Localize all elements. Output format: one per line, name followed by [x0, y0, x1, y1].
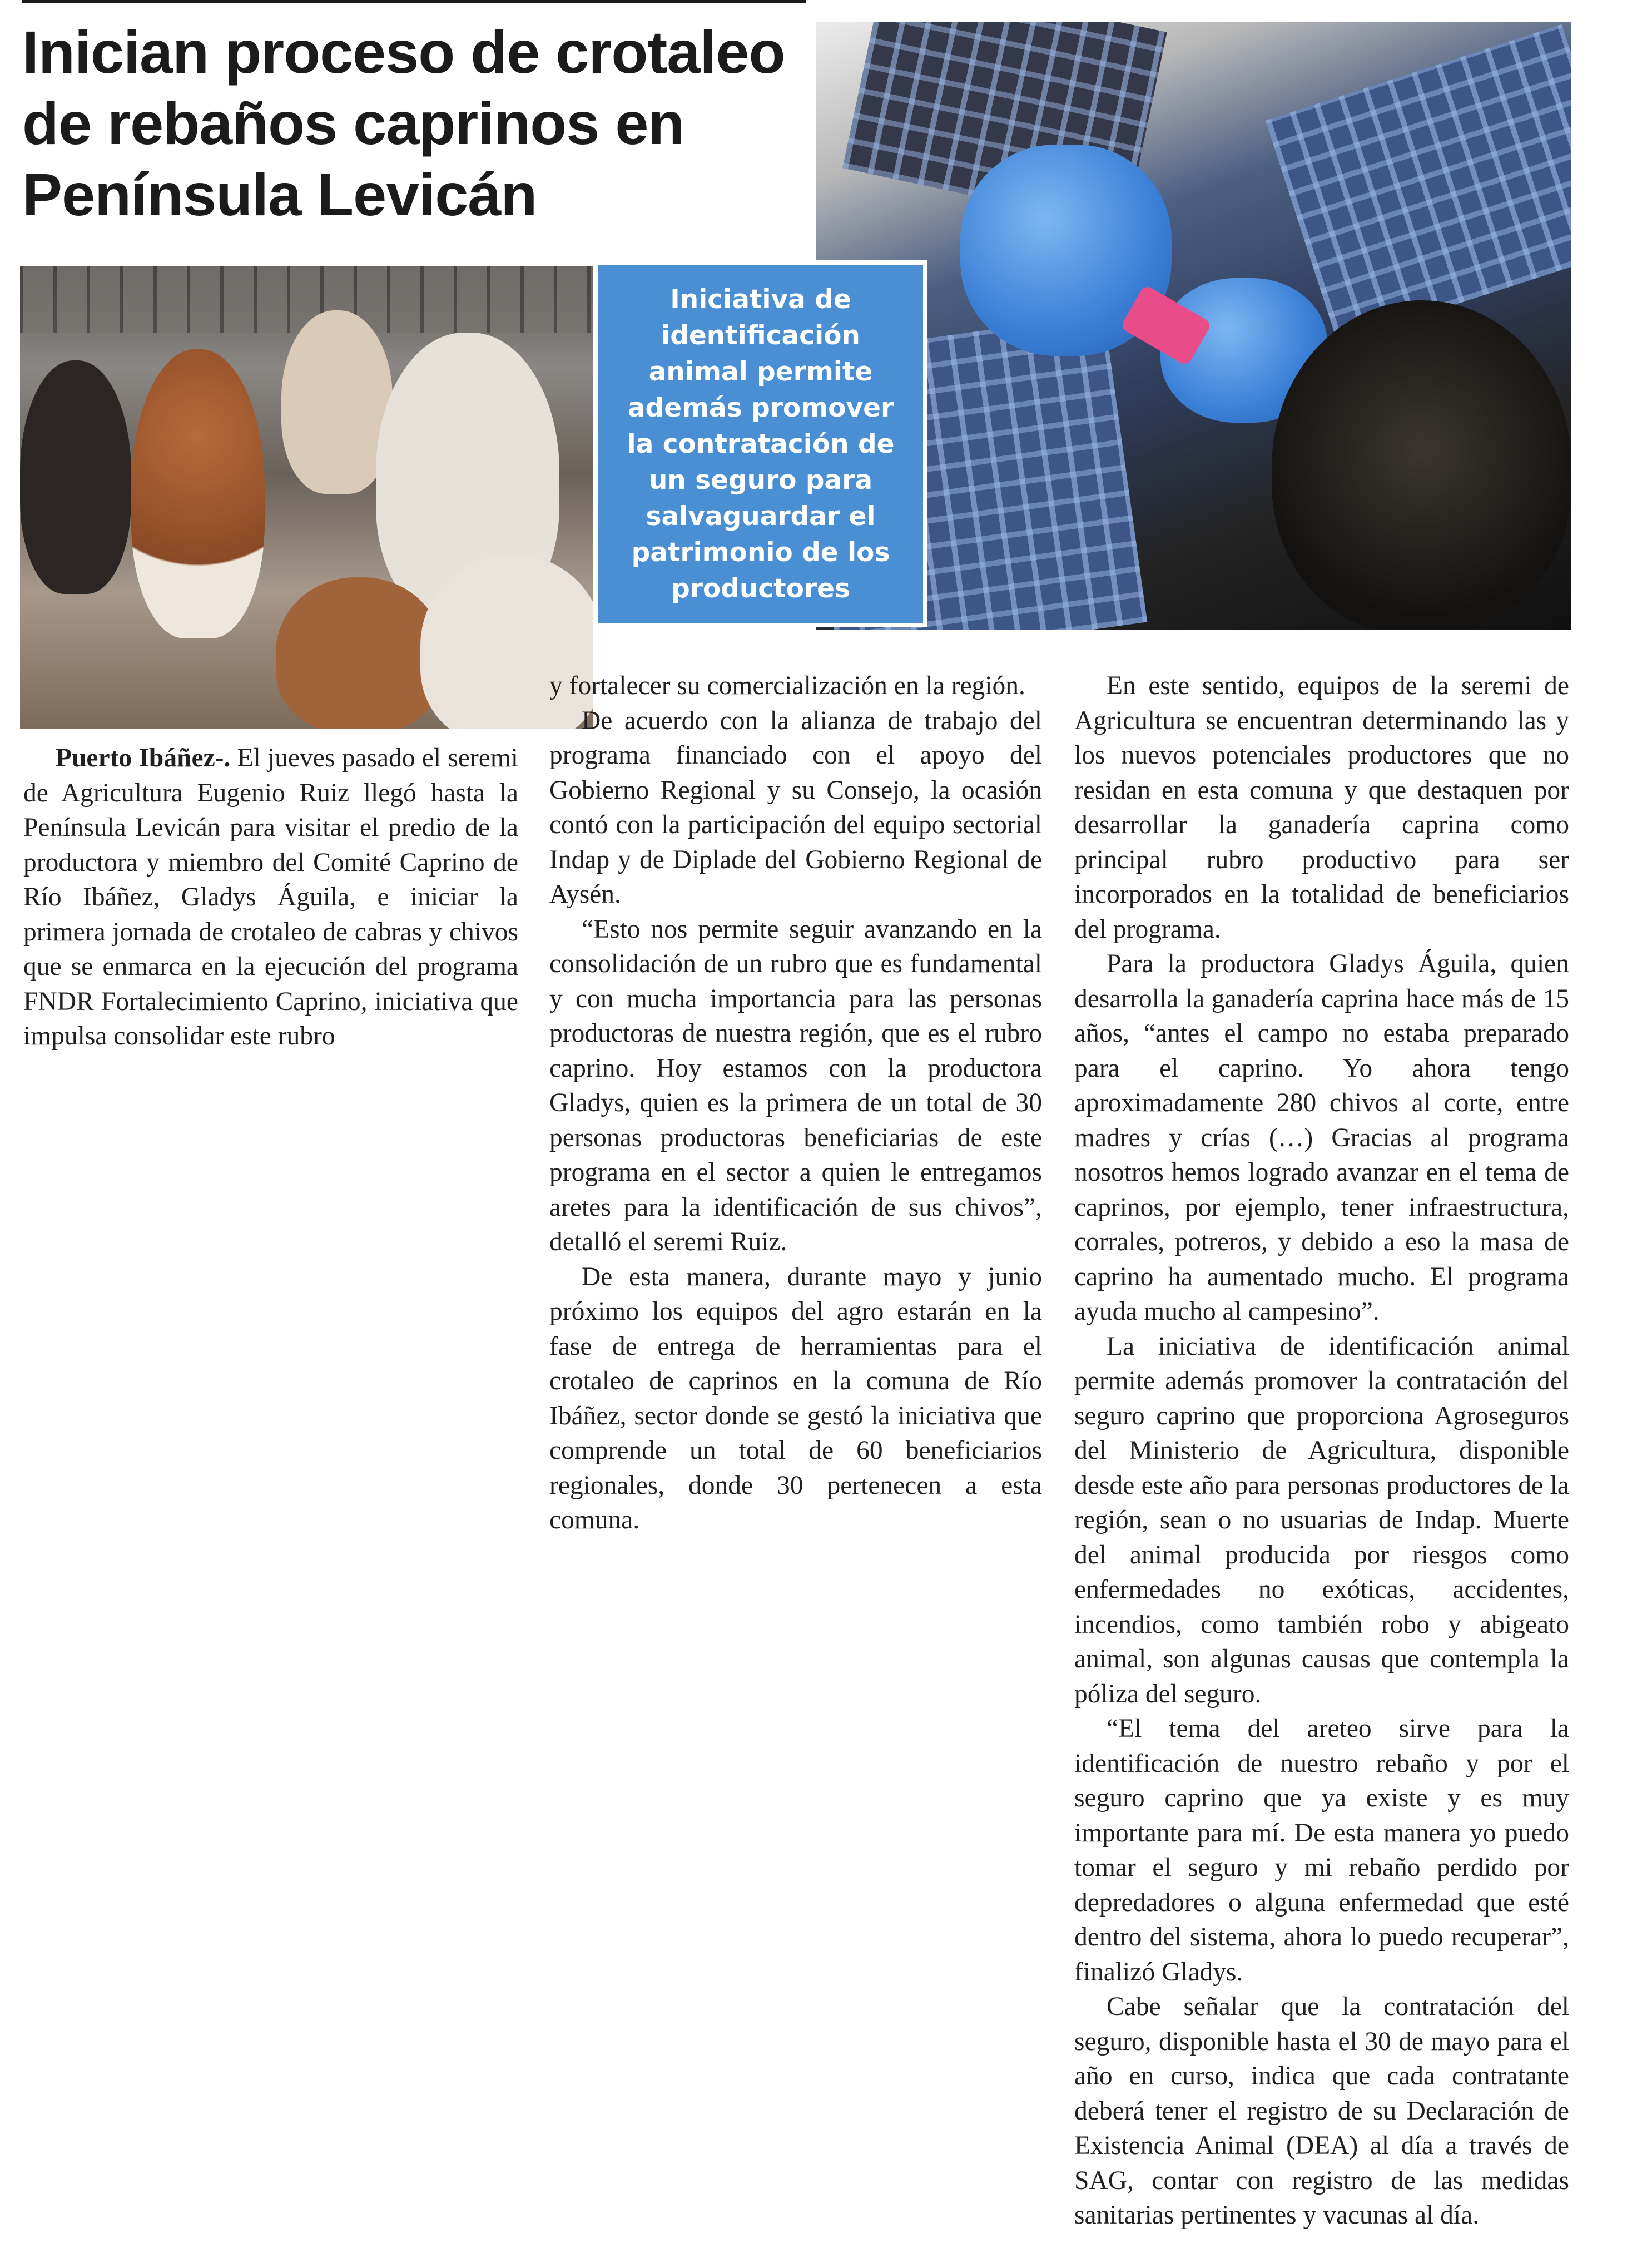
- paragraph: La iniciativa de identificación animal permite además promover la contratación del seguro caprino que proporciona Agroseguros del Ministerio de Agricultura, disponible desde este año para personas productores de la región, sean o no usuarias de Indap. Muerte del animal producida por riesgos como enfermedades no exóticas, accidentes, incendios, como también robo y abigeato animal, son algunas causas que contempla la póliza del seguro.: [1074, 1331, 1569, 1709]
- paragraph: Para la productora Gladys Águila, quien desarrolla la ganadería caprina hace más de 15 años, “antes el campo no estaba preparado para el caprino. Yo ahora tengo aproximadamente 280 chivos al corte, entre madres y crías (…) Gracias al programa nosotros hemos logrado avanzar en el tema de caprinos, por ejemplo, tener infraestructura, corrales, potreros, y debido a eso la masa de caprino ha aumentado mucho. El programa ayuda mucho al campesino”.: [1074, 949, 1569, 1326]
- paragraph: De acuerdo con la alianza de trabajo del programa financiado con el apoyo del Gobierno Regional y su Consejo, la ocasión contó con la participación del equipo sectorial Indap y de Diplade del Gobierno Regional de Aysén.: [549, 706, 1042, 909]
- paragraph: Cabe señalar que la contratación del seguro, disponible hasta el 30 de mayo para el año en curso, indica que cada contratante deberá tener el registro de su Declaración de Existencia Animal (DEA) al día a través de SAG, contar con registro de las medidas sanitarias pertinentes y vacunas al día.: [1074, 1992, 1569, 2230]
- paragraph: “El tema del areteo sirve para la identificación de nuestro rebaño y por el seguro caprino que ya existe y es muy importante para mí. De esta manera yo puedo tomar el seguro y mi rebaño perdido por depredadores o alguna enfermedad que esté dentro del sistema, ahora lo puedo recuperar”, finalizó Gladys.: [1074, 1714, 1569, 1987]
- paragraph: “Esto nos permite seguir avanzando en la consolidación de un rubro que es fundamental y con mucha importancia para las personas productoras de nuestra región, que es el rubro caprino. Hoy estamos con la productora Gladys, quien es la primera de un total de 30 personas productoras beneficiarias de este programa en el sector a quien le entregamos aretes para la identificación de sus chivos”, detalló el seremi Ruiz.: [549, 914, 1042, 1256]
- paragraph: y fortalecer su comercialización en la región.: [549, 671, 1025, 700]
- dateline: Puerto Ibáñez-.: [56, 744, 231, 772]
- callout-text: Iniciativa de identificación animal permite además promover la contratación de un seguro para salvaguardar el patrimonio de los productores: [627, 284, 895, 604]
- headline-line-1: Inician proceso de crotaleo: [22, 18, 785, 86]
- black-goat-head: [1272, 300, 1571, 630]
- headline-line-2: de rebaños caprinos en: [22, 90, 684, 157]
- paragraph: [23, 741, 518, 1054]
- paragraph: De esta manera, durante mayo y junio próximo los equipos del agro estarán en la fase de entrega de herramientas para el crotaleo de caprinos en la comuna de Río Ibáñez, sector donde se gestó la iniciativa que comprende un total de 60 beneficiarios regionales, donde 30 pertenecen a esta comuna.: [549, 1262, 1042, 1534]
- paragraph: En este sentido, equipos de la seremi de Agricultura se encuentran determinando las y los nuevos potenciales productores que no residan en esta comuna y que destaquen por desarrollar la ganadería caprina como principal rubro productivo para ser incorporados en la totalidad de beneficiarios del programa.: [1074, 671, 1569, 944]
- paragraph-text: El jueves pasado el seremi de Agricultura Eugenio Ruiz llegó hasta la Península Levicán para visitar el predio de la productora y miembro del Comité Caprino de Río Ibáñez, Gladys Águila, e iniciar la primera jornada de crotaleo de cabras y chivos que se enmarca en la ejecución del programa FNDR Fortalecimiento Caprino, iniciativa que impulsa consolidar este rubro: [23, 744, 519, 1051]
- plaid-sleeve-right: [1266, 24, 1571, 343]
- column-1: [23, 741, 518, 1054]
- goat-brown-white: [131, 349, 265, 638]
- corral-fence: [20, 266, 593, 333]
- column-3: [1074, 668, 1569, 2233]
- photo-ear-tagging: [816, 22, 1571, 630]
- headline-line-3: Península Levicán: [22, 161, 537, 228]
- goat-dark: [20, 360, 131, 594]
- photo-goats: [20, 266, 593, 729]
- top-rule: [22, 0, 806, 3]
- headline: [22, 17, 812, 230]
- goat-brown-front: [276, 577, 443, 729]
- column-2: [549, 668, 1042, 1538]
- callout-box: [594, 260, 927, 627]
